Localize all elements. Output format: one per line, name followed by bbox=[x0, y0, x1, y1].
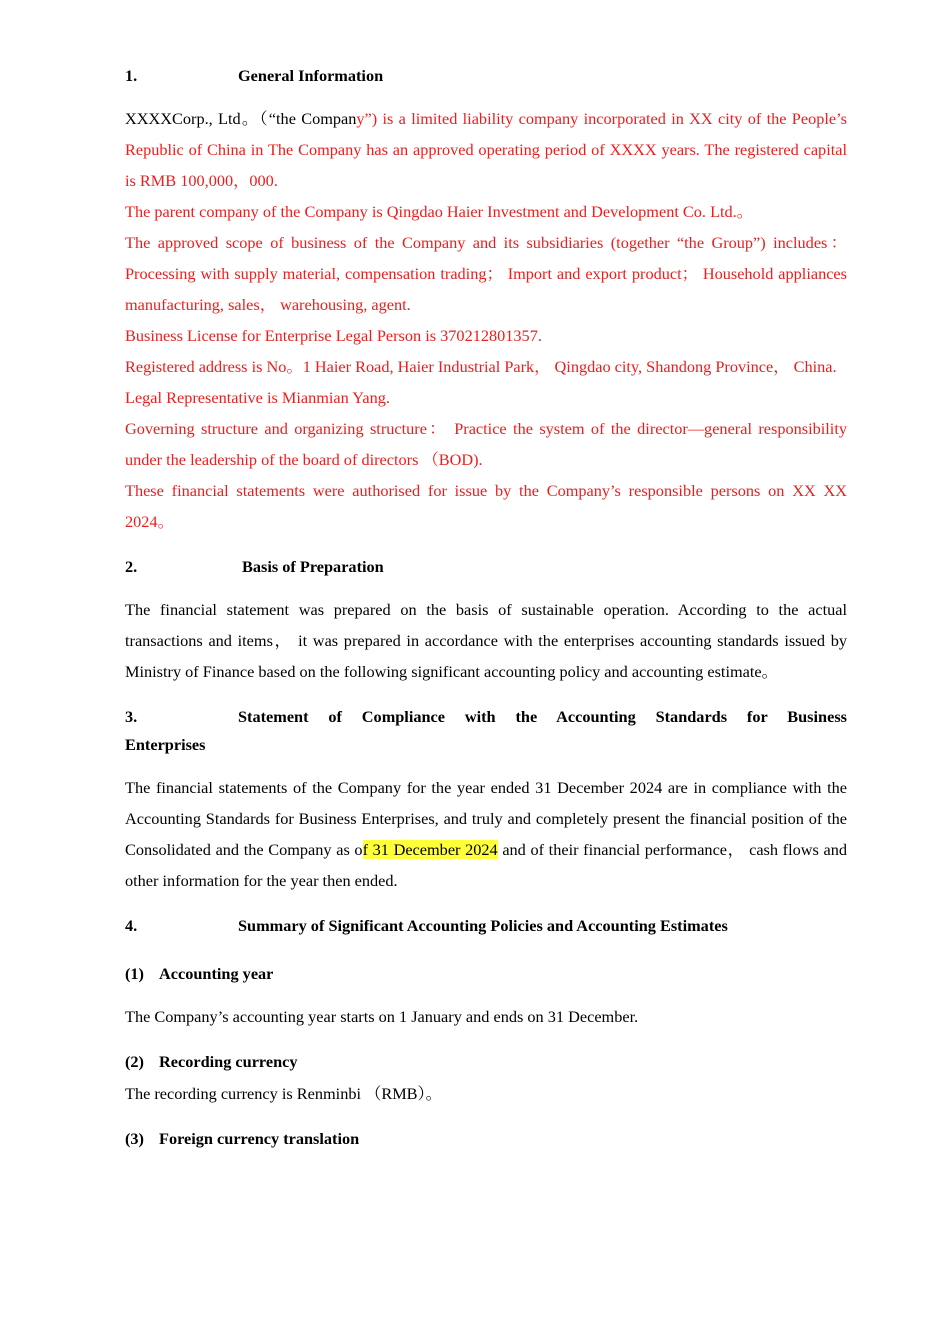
business-license-paragraph: Business License for Enterprise Legal Person is 370212801357. bbox=[125, 326, 542, 345]
document-page bbox=[125, 62, 847, 1153]
legal-representative-paragraph: Legal Representative is Mianmian Yang. bbox=[125, 388, 390, 407]
section-heading-accounting-policies bbox=[125, 912, 847, 940]
section-title: General Information bbox=[238, 66, 384, 85]
authorisation-paragraph: These financial statements were authorised for issue by the Company’s responsible persons on XX XX 2024。 bbox=[125, 481, 847, 531]
section-title: Statement of Compliance with the Accounting Standards for Business bbox=[238, 707, 847, 726]
section-number: 2. bbox=[125, 557, 138, 576]
parent-company-paragraph: The parent company of the Company is Qingdao Haier Investment and Development Co. Ltd.。 bbox=[125, 202, 754, 221]
subsection-heading-accounting-year: (1) Accounting year bbox=[125, 964, 274, 983]
section-number: 3. bbox=[125, 707, 138, 726]
section-title: Basis of Preparation bbox=[242, 557, 384, 576]
registered-address-paragraph: Registered address is No。1 Haier Road, Haier Industrial Park， Qingdao city, Shandong Province， China. bbox=[125, 357, 837, 376]
section-number: 4. bbox=[125, 916, 138, 935]
company-name-text: XXXXCorp., Ltd。（“the Compan bbox=[125, 109, 357, 128]
recording-currency-paragraph: The recording currency is Renminbi （RMB）。 bbox=[125, 1084, 442, 1103]
highlighted-date: f 31 December 2024 bbox=[362, 840, 498, 859]
business-scope-paragraph: The approved scope of business of the Company and its subsidiaries (together “the Group”) includes： Processing with supply material, compensation trading； Import and export product； Household appliances manufacturing, sales， warehousing, agent. bbox=[125, 233, 847, 314]
section-heading-statement-of-compliance bbox=[125, 703, 847, 759]
section-heading-general-information bbox=[125, 62, 847, 90]
governing-structure-paragraph: Governing structure and organizing structure： Practice the system of the director—general responsibility under the leadership of the board of directors （BOD). bbox=[125, 419, 847, 469]
section-heading-basis-of-preparation bbox=[125, 553, 847, 581]
accounting-year-paragraph: The Company’s accounting year starts on 1 January and ends on 31 December. bbox=[125, 1007, 639, 1026]
section-number: 1. bbox=[125, 66, 138, 85]
subsection-heading-recording-currency: (2) Recording currency bbox=[125, 1052, 298, 1071]
company-intro-paragraph bbox=[125, 103, 847, 196]
section-title: Summary of Significant Accounting Policies and Accounting Estimates bbox=[238, 916, 728, 935]
compliance-paragraph: The financial statements of the Company for the year ended 31 December 2024 are in compliance with the Accounting Standards for Business Enterprises, and truly and completely present the financial position of the Consolidated and the Company as of 31 December 2024 and of their financial performance， cash flows and other information for the year then ended. bbox=[125, 778, 848, 890]
company-intro-text: y”) is a limited liability company incorporated in XX city of the People’s Republic of China in The Company has an approved operating period of XXXX years. The registered capital is RMB 100,000，000. bbox=[125, 109, 847, 190]
section-title-continued: Enterprises bbox=[125, 735, 206, 754]
subsection-heading-foreign-currency: (3) Foreign currency translation bbox=[125, 1129, 360, 1148]
basis-of-preparation-paragraph: The financial statement was prepared on the basis of sustainable operation. According to the actual transactions and items， it was prepared in accordance with the enterprises accounting standards issued by Ministry of Finance based on the following significant accounting policy and accounting estimate。 bbox=[125, 600, 847, 681]
